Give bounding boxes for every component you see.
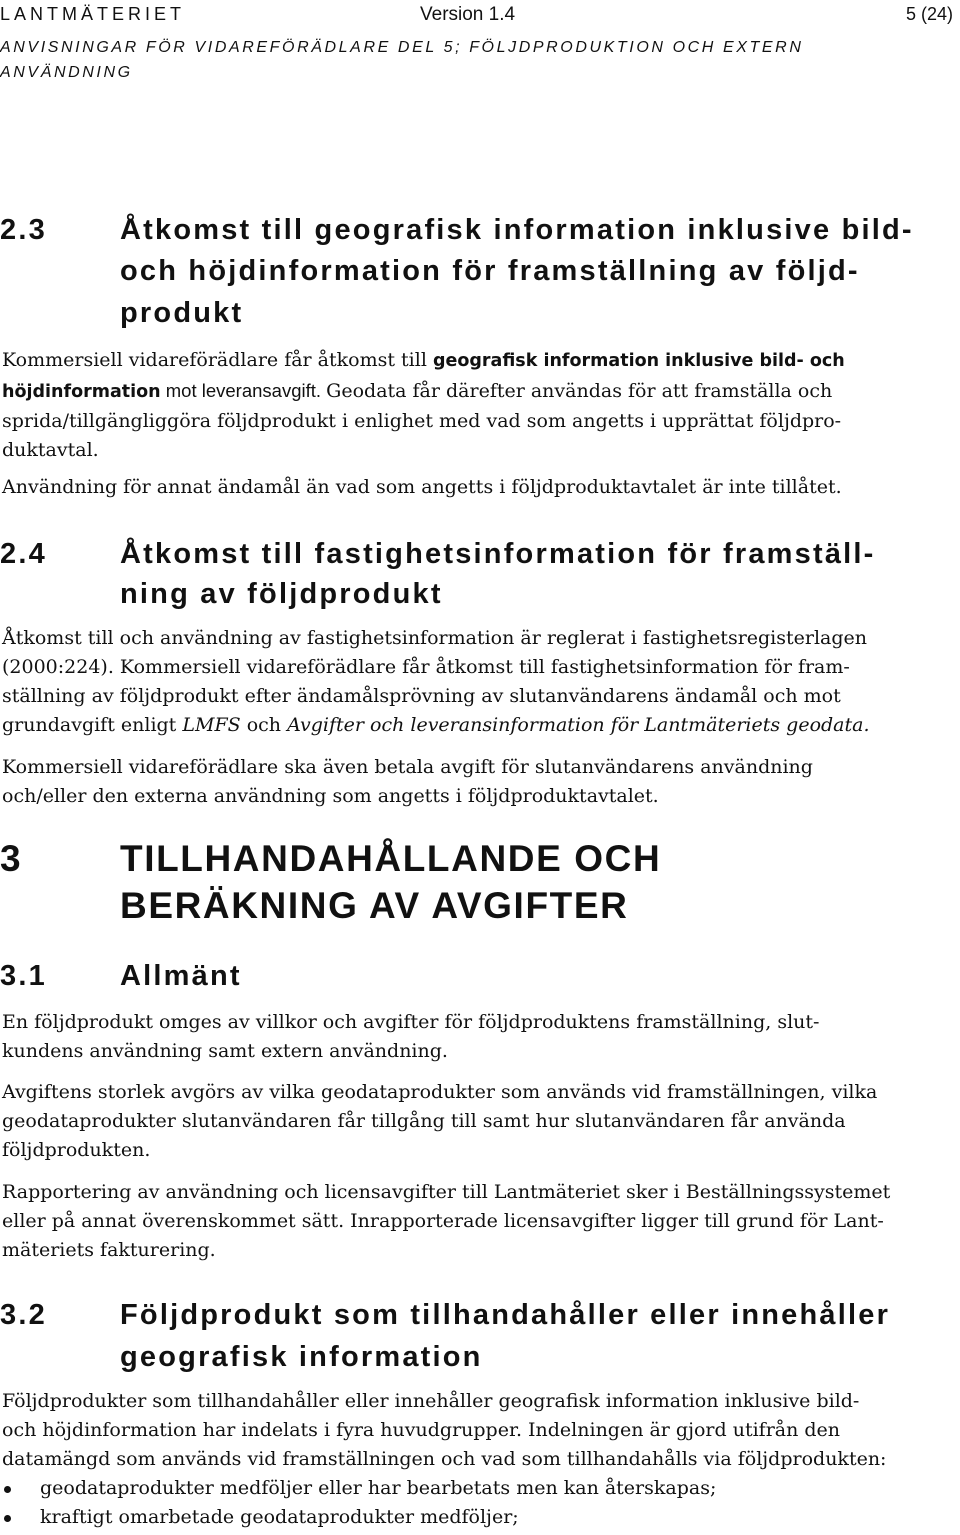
- paragraph: [2, 753, 813, 811]
- text-line: Följdprodukter som tillhandahåller eller innehåller geografisk information inklusive bild-: [2, 1390, 860, 1412]
- text-line: Rapportering av användning och licensavgifter till Lantmäteriet sker i Beställningssystemet: [2, 1181, 891, 1203]
- list-item: geodataprodukter medföljer eller har bearbetats men kan återskapas;: [0, 1474, 716, 1503]
- text-line: eller på annat överenskommet sätt. Inrapporterade licensavgifter ligger till grund för Lant-: [2, 1210, 884, 1232]
- text-line: kundens användning samt extern användning.: [2, 1040, 448, 1062]
- bullet-icon: [4, 1515, 11, 1522]
- section-title-line-1: Åtkomst till fastighetsinformation för framställ-: [120, 538, 876, 570]
- text-line: En följdprodukt omges av villkor och avgifter för följdproduktens framställning, slut-: [2, 1011, 820, 1033]
- text-line: och/eller den externa användning som angetts i följdproduktavtalet.: [2, 785, 659, 807]
- text-line: höjdinformation mot leveransavgift. Geodata får därefter användas för att framställa och: [2, 380, 833, 402]
- section-title-line-1: Följdprodukt som tillhandahåller eller innehåller: [120, 1299, 891, 1331]
- chapter-number: 3: [0, 838, 23, 879]
- chapter-title-line-1: TILLHANDAHÅLLANDE OCH: [120, 838, 662, 879]
- text-line: ställning av följdprodukt efter ändamålsprövning av slutanvändarens ändamål och mot: [2, 685, 841, 707]
- section-title-line-3: produkt: [120, 297, 244, 329]
- text-line: Kommersiell vidareförädlare får åtkomst till geografisk information inklusive bild- och: [2, 349, 845, 371]
- section-title-line-1: Åtkomst till geografisk information inklusive bild-: [120, 214, 914, 246]
- organization-name: LANTMÄTERIET: [0, 4, 186, 24]
- text-line: duktavtal.: [2, 439, 99, 461]
- section-number: 3.2: [0, 1299, 47, 1331]
- paragraph: [2, 1178, 890, 1265]
- section-number: 2.3: [0, 214, 47, 246]
- text-line: Kommersiell vidareförädlare ska även betala avgift för slutanvändarens användning: [2, 756, 813, 778]
- text-line: datamängd som används vid framställningen och vad som tillhandahålls via följdprodukten:: [2, 1448, 887, 1470]
- text-line: Avgiftens storlek avgörs av vilka geodataprodukter som används vid framställningen, vilka: [2, 1081, 878, 1103]
- page-number: 5 (24): [905, 4, 953, 24]
- paragraph: [2, 624, 870, 740]
- document-title-line-1: ANVISNINGAR FÖR VIDAREFÖRÄDLARE DEL 5; FÖLJDPRODUKTION OCH EXTERN: [0, 39, 804, 56]
- text-line: sprida/tillgängliggöra följdprodukt i enlighet med vad som angetts i upprättat följdpro-: [2, 410, 842, 432]
- bullet-icon: [4, 1486, 11, 1493]
- text-line: grundavgift enligt LMFS och Avgifter och leveransinformation för Lantmäteriets geodata.: [2, 714, 870, 736]
- section-number: 2.4: [0, 538, 47, 570]
- text-line: (2000:224). Kommersiell vidareförädlare får åtkomst till fastighetsinformation för fram-: [2, 656, 850, 678]
- section-number: 3.1: [0, 960, 47, 992]
- text-line: mäteriets fakturering.: [2, 1239, 216, 1261]
- chapter-title-line-2: BERÄKNING AV AVGIFTER: [120, 885, 629, 926]
- version-label: Version 1.4: [420, 4, 516, 25]
- section-title-line-2: och höjdinformation för framställning av följd-: [120, 255, 860, 287]
- document-title-line-2: ANVÄNDNING: [0, 64, 133, 81]
- paragraph: [2, 1387, 886, 1474]
- text-line: Åtkomst till och användning av fastighetsinformation är reglerat i fastighetsregisterlagen: [2, 627, 868, 649]
- text-line: följdprodukten.: [2, 1139, 151, 1161]
- paragraph: [2, 346, 845, 465]
- paragraph: [2, 1008, 819, 1066]
- section-title-line-2: geografisk information: [120, 1341, 483, 1373]
- text-line: geodataprodukter slutanvändaren får tillgång till samt hur slutanvändaren får använda: [2, 1110, 846, 1132]
- section-title: Allmänt: [120, 960, 242, 992]
- paragraph: [2, 1078, 877, 1165]
- list-item: kraftigt omarbetade geodataprodukter medföljer;: [0, 1503, 716, 1532]
- paragraph: Användning för annat ändamål än vad som angetts i följdproduktavtalet är inte tillåtet.: [2, 476, 842, 498]
- text-line: och höjdinformation har indelats i fyra huvudgrupper. Indelningen är gjord utifrån den: [2, 1419, 841, 1441]
- section-title-line-2: ning av följdprodukt: [120, 578, 443, 610]
- bullet-list: [0, 1474, 716, 1532]
